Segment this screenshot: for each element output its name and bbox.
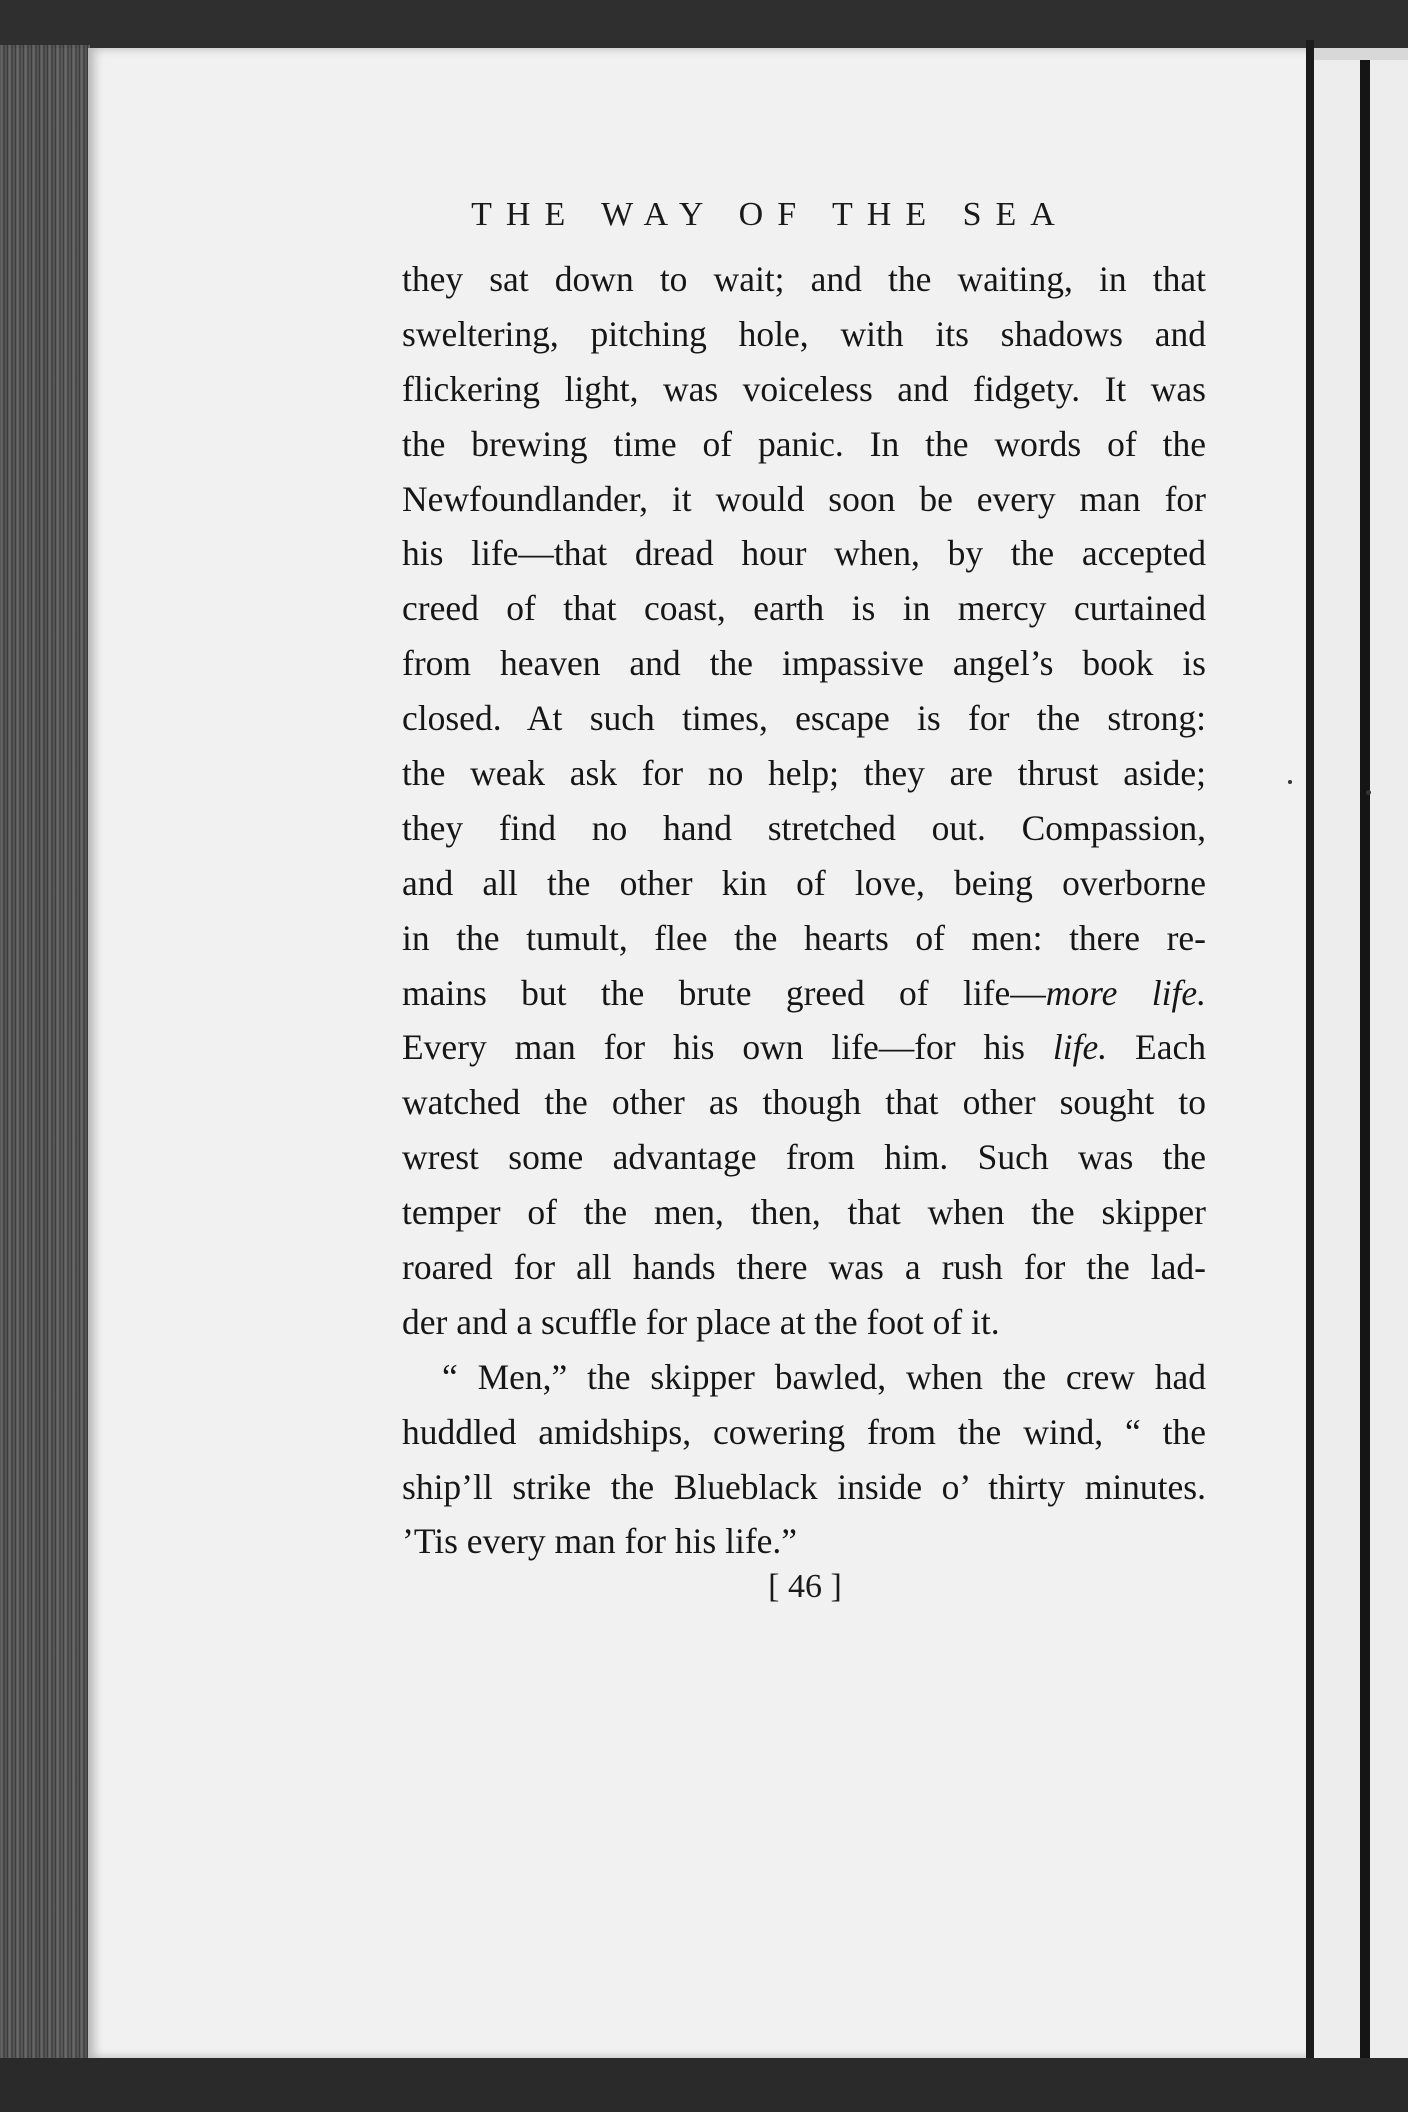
text-line (402, 1240, 1206, 1295)
text-span: the weak ask for no help; they are thrust aside; (402, 753, 1206, 794)
text-line-content (402, 801, 1206, 856)
text-line (402, 1185, 1206, 1240)
text-line (402, 307, 1206, 362)
facing-page-edge (1360, 60, 1370, 2060)
text-span: closed. At such times, escape is for the strong: (402, 698, 1206, 739)
text-line-content (402, 362, 1206, 417)
text-line (402, 1514, 1206, 1569)
page-stack-edge (0, 45, 90, 2070)
text-span: der and a scuffle for place at the foot of it. (402, 1301, 1000, 1342)
text-line (402, 1020, 1206, 1075)
text-line-content (402, 1185, 1206, 1240)
text-line-content (402, 581, 1206, 636)
dust-speck (1288, 780, 1292, 784)
text-span: huddled amidships, cowering from the wind, “ the (402, 1411, 1206, 1452)
text-line-content (402, 856, 1206, 911)
text-span: roared for all hands there was a rush for the lad- (402, 1247, 1206, 1288)
text-line-content (402, 417, 1206, 472)
text-line (402, 1350, 1206, 1405)
scan-top-border (0, 0, 1408, 48)
text-span: flickering light, was voiceless and fidgety. It was (402, 368, 1206, 409)
text-line (402, 362, 1206, 417)
text-span: they find no hand stretched out. Compassion, (402, 807, 1206, 848)
text-line-content (402, 1075, 1206, 1130)
italic-text: more life. (1045, 972, 1206, 1013)
text-line-content (402, 1295, 1206, 1350)
text-span: sweltering, pitching hole, with its shadows and (402, 313, 1206, 354)
scan-bottom-border (0, 2058, 1408, 2112)
running-head: THE WAY OF THE SEA (471, 196, 1069, 233)
text-line-content (402, 1514, 1206, 1569)
text-line (402, 746, 1206, 801)
text-line (402, 1130, 1206, 1185)
text-line (402, 1405, 1206, 1460)
text-line (402, 911, 1206, 966)
text-span: watched the other as though that other sought to (402, 1082, 1206, 1123)
text-line-content (402, 1240, 1206, 1295)
text-line-content (402, 1020, 1206, 1075)
text-line-content (402, 252, 1206, 307)
text-line-content (402, 636, 1206, 691)
text-span: in the tumult, flee the hearts of men: there re- (402, 917, 1206, 958)
text-line (402, 472, 1206, 527)
text-line-content (402, 526, 1206, 581)
text-line (402, 417, 1206, 472)
text-span: ship’ll strike the Blueblack inside o’ thirty minutes. (402, 1466, 1206, 1507)
text-span: “ Men,” the skipper bawled, when the crew had (442, 1356, 1206, 1397)
text-span: his life—that dread hour when, by the accepted (402, 533, 1206, 574)
text-span: temper of the men, then, that when the skipper (402, 1192, 1206, 1233)
text-span: Every man for his own life—for his (402, 1027, 1053, 1068)
text-line (402, 252, 1206, 307)
text-span: the brewing time of panic. In the words of the (402, 423, 1206, 464)
text-line-content (442, 1350, 1206, 1405)
text-line (402, 636, 1206, 691)
text-span: and all the other kin of love, being overborne (402, 862, 1206, 903)
text-line (402, 1460, 1206, 1515)
text-span: wrest some advantage from him. Such was the (402, 1137, 1206, 1178)
text-span: ’Tis every man for his life.” (402, 1521, 798, 1562)
text-line-content (402, 307, 1206, 362)
dust-speck (1366, 790, 1371, 795)
italic-text: life. (1052, 1027, 1108, 1068)
text-line (402, 1295, 1206, 1350)
page-number: [ 46 ] (768, 1568, 842, 1605)
text-line (402, 801, 1206, 856)
text-line (402, 526, 1206, 581)
text-span: from heaven and the impassive angel’s book is (402, 643, 1206, 684)
text-span: Newfoundlander, it would soon be every man for (402, 478, 1206, 519)
text-line (402, 581, 1206, 636)
text-line (402, 691, 1206, 746)
text-line-content (402, 691, 1206, 746)
text-span: creed of that coast, earth is in mercy curtained (402, 588, 1206, 629)
text-span: they sat down to wait; and the waiting, in that (402, 259, 1206, 299)
text-line-content (402, 472, 1206, 527)
text-span: Each (1107, 1027, 1207, 1068)
text-line (402, 856, 1206, 911)
text-line-content (402, 1130, 1206, 1185)
text-line-content (402, 966, 1206, 1021)
text-span: mains but the brute greed of life— (402, 972, 1046, 1013)
text-line-content (402, 911, 1206, 966)
body-text (402, 252, 1206, 1569)
text-line-content (402, 1460, 1206, 1515)
text-line (402, 1075, 1206, 1130)
text-line-content (402, 1405, 1206, 1460)
text-line (402, 966, 1206, 1021)
gutter-shadow (1306, 40, 1314, 2070)
text-line-content (402, 746, 1206, 801)
